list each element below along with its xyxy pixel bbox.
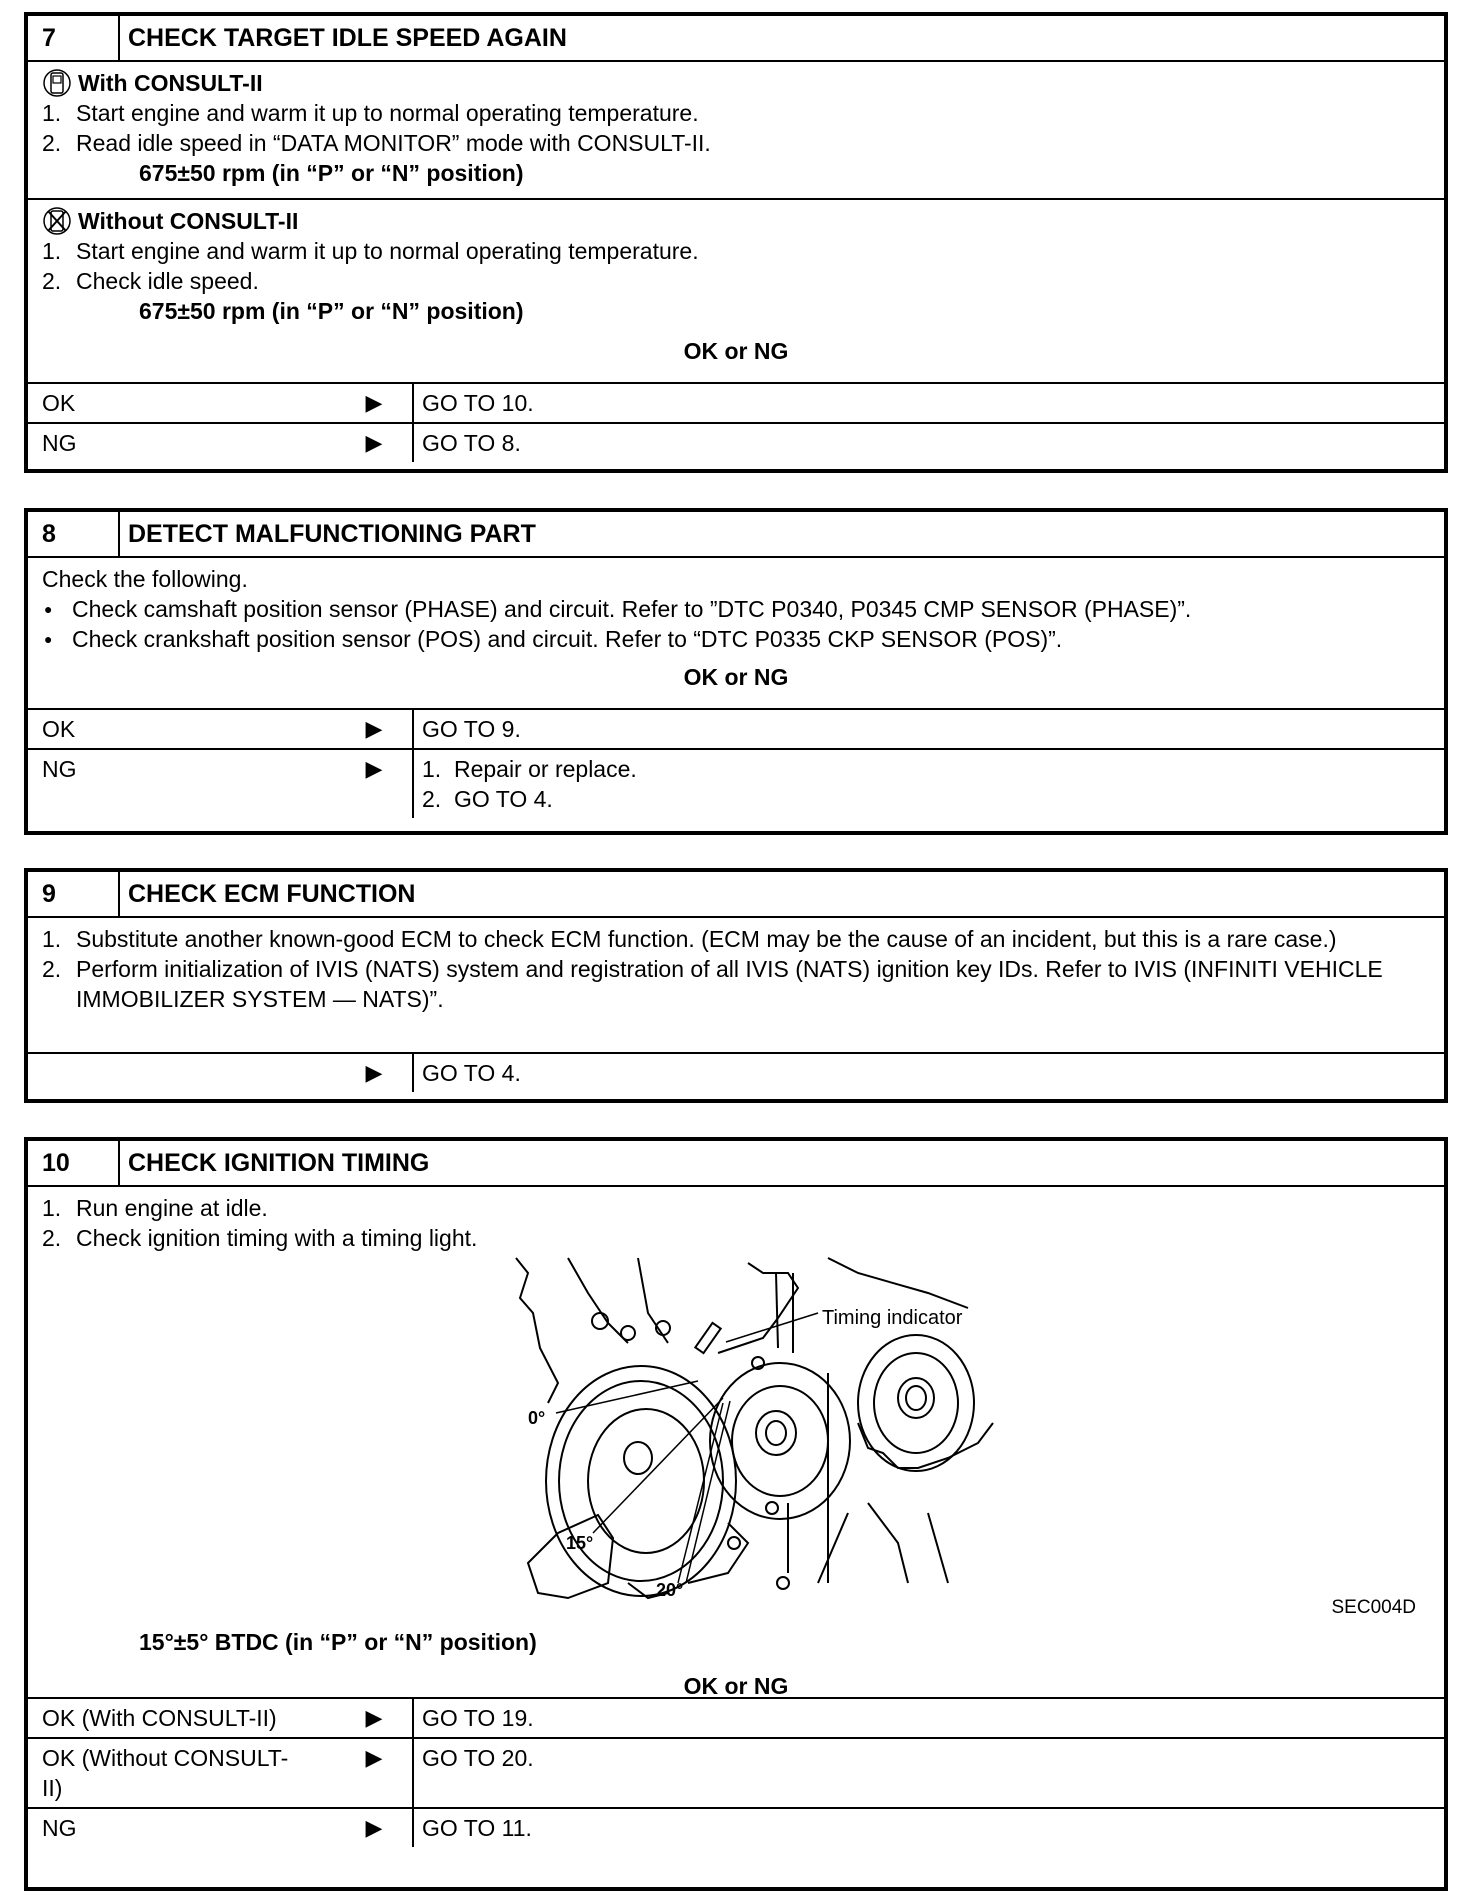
- item-number: 2.: [42, 268, 62, 294]
- step-header: [28, 1141, 1444, 1187]
- result-row-ok-without-consult: [28, 1737, 1444, 1807]
- bullet-text: Check crankshaft position sensor (POS) and circuit. Refer to “DTC P0335 CKP SENSOR (POS)”.: [72, 626, 1063, 652]
- step-title: CHECK IGNITION TIMING: [128, 1149, 430, 1177]
- step-number: 9: [28, 872, 120, 916]
- consult-tool-icon: [42, 68, 72, 98]
- bullet-icon: ●: [44, 601, 53, 617]
- list-item: [42, 236, 1430, 266]
- ignition-timing-diagram: [42, 1253, 1430, 1623]
- list-item: [42, 98, 1430, 128]
- action-line: 2. GO TO 4.: [422, 786, 553, 812]
- item-text: Start engine and warm it up to normal operating temperature.: [76, 238, 699, 264]
- step-header: [28, 512, 1444, 558]
- result-condition: [28, 1739, 414, 1807]
- item-text: Check ignition timing with a timing light.: [76, 1225, 478, 1251]
- condition-text: [42, 1058, 312, 1088]
- ignition-timing-spec: 15°±5° BTDC (in “P” or “N” position): [139, 1629, 537, 1655]
- figure-id: SEC004D: [1331, 1597, 1416, 1618]
- bullet-text: Check camshaft position sensor (PHASE) and circuit. Refer to ”DTC P0340, P0345 CMP SENSOR (PHASE)”.: [72, 596, 1192, 622]
- decision-label: OK or NG: [683, 1673, 789, 1699]
- condition-text: OK: [42, 390, 76, 416]
- result-condition: [28, 1809, 414, 1847]
- arrow-right-icon: ▶: [365, 390, 383, 415]
- item-text: Run engine at idle.: [76, 1195, 268, 1221]
- result-action: GO TO 19.: [422, 1705, 534, 1731]
- no-consult-tool-icon: [42, 206, 72, 236]
- decision-label: OK or NG: [683, 338, 789, 364]
- result-condition: [28, 1699, 414, 1737]
- condition-text: NG: [42, 1815, 77, 1841]
- heading-text: With CONSULT-II: [78, 70, 263, 96]
- mark-20-label: 20°: [656, 1580, 684, 1600]
- result-row-ok-with-consult: [28, 1699, 1444, 1737]
- list-item: [42, 954, 1430, 1014]
- item-number: 1.: [42, 100, 62, 126]
- item-text: Start engine and warm it up to normal operating temperature.: [76, 100, 699, 126]
- mark-15-label: 15°: [566, 1533, 594, 1553]
- result-row: [28, 1054, 1444, 1092]
- step-9-table: [24, 868, 1448, 1103]
- item-text: Check idle speed.: [76, 268, 259, 294]
- timing-indicator-label: Timing indicator: [822, 1307, 963, 1329]
- list-item: [42, 1193, 1430, 1223]
- result-action: [414, 750, 1444, 818]
- result-condition: [28, 1054, 414, 1092]
- item-number: 2.: [42, 1225, 62, 1251]
- item-number: 2.: [42, 956, 62, 982]
- condition-text: NG: [42, 430, 77, 456]
- step-title: CHECK TARGET IDLE SPEED AGAIN: [128, 24, 567, 52]
- list-item: [42, 924, 1430, 954]
- with-consult-heading: [42, 68, 1430, 98]
- arrow-right-icon: ▶: [365, 1745, 383, 1770]
- without-consult-section: [28, 200, 1444, 384]
- condition-text: OK (Without CONSULT-II): [42, 1745, 289, 1801]
- mark-0-label: 0°: [528, 1408, 546, 1428]
- step-header: [28, 16, 1444, 62]
- step-header: [28, 872, 1444, 918]
- item-text: Perform initialization of IVIS (NATS) system and registration of all IVIS (NATS) ignition key IDs. Refer to IVIS (INFINITI VEHICLE IMMOBILIZER SYSTEM — NATS)”.: [76, 956, 1383, 1012]
- action-line: 1. Repair or replace.: [422, 756, 637, 782]
- result-action: GO TO 10.: [422, 390, 534, 416]
- result-action: GO TO 8.: [422, 430, 521, 456]
- result-action: GO TO 9.: [422, 716, 521, 742]
- condition-text: OK (With CONSULT-II): [42, 1705, 277, 1731]
- result-row-ng: [28, 1807, 1444, 1847]
- item-number: 1.: [42, 1195, 62, 1221]
- result-row-ng: [28, 748, 1444, 818]
- result-condition: [28, 424, 414, 462]
- item-text: Substitute another known-good ECM to check ECM function. (ECM may be the cause of an incident, but this is a rare case.): [76, 926, 1337, 952]
- list-item: [42, 266, 1430, 296]
- item-number: 2.: [42, 130, 62, 156]
- result-action: GO TO 20.: [422, 1745, 534, 1771]
- arrow-right-icon: ▶: [365, 1705, 383, 1730]
- step-number: 8: [28, 512, 120, 556]
- condition-text: OK: [42, 716, 76, 742]
- step-8-table: [24, 508, 1448, 835]
- idle-speed-spec: 675±50 rpm (in “P” or “N” position): [139, 298, 524, 324]
- bullet-item: [42, 594, 1430, 624]
- step-body: [28, 558, 1444, 710]
- intro-text: Check the following.: [42, 566, 248, 592]
- arrow-right-icon: ▶: [365, 716, 383, 741]
- result-row-ok: [28, 710, 1444, 748]
- step-title: CHECK ECM FUNCTION: [128, 880, 416, 908]
- engine-front-illustration: [28, 1253, 1428, 1623]
- without-consult-heading: [42, 206, 1430, 236]
- item-number: 1.: [42, 926, 62, 952]
- result-condition: [28, 750, 414, 818]
- arrow-right-icon: ▶: [365, 1060, 383, 1085]
- step-number: 10: [28, 1141, 120, 1185]
- step-7-table: [24, 12, 1448, 473]
- list-item: [42, 1223, 1430, 1253]
- arrow-right-icon: ▶: [365, 1815, 383, 1840]
- bullet-icon: ●: [44, 631, 53, 647]
- item-number: 1.: [42, 238, 62, 264]
- step-body: [28, 918, 1444, 1054]
- condition-text: NG: [42, 756, 77, 782]
- item-text: Read idle speed in “DATA MONITOR” mode with CONSULT-II.: [76, 130, 711, 156]
- arrow-right-icon: ▶: [365, 430, 383, 455]
- step-title: DETECT MALFUNCTIONING PART: [128, 520, 536, 548]
- idle-speed-spec: 675±50 rpm (in “P” or “N” position): [139, 160, 524, 186]
- result-action: GO TO 11.: [422, 1815, 532, 1841]
- bullet-item: [42, 624, 1430, 654]
- result-condition: [28, 384, 414, 422]
- result-row-ng: [28, 422, 1444, 462]
- arrow-right-icon: ▶: [365, 756, 383, 781]
- list-item: [42, 128, 1430, 158]
- result-condition: [28, 710, 414, 748]
- result-row-ok: [28, 384, 1444, 422]
- with-consult-section: [28, 62, 1444, 200]
- result-action: GO TO 4.: [422, 1060, 521, 1086]
- heading-text: Without CONSULT-II: [78, 208, 299, 234]
- step-10-table: [24, 1137, 1448, 1891]
- decision-label: OK or NG: [683, 664, 789, 690]
- step-body: [28, 1187, 1444, 1699]
- step-number: 7: [28, 16, 120, 60]
